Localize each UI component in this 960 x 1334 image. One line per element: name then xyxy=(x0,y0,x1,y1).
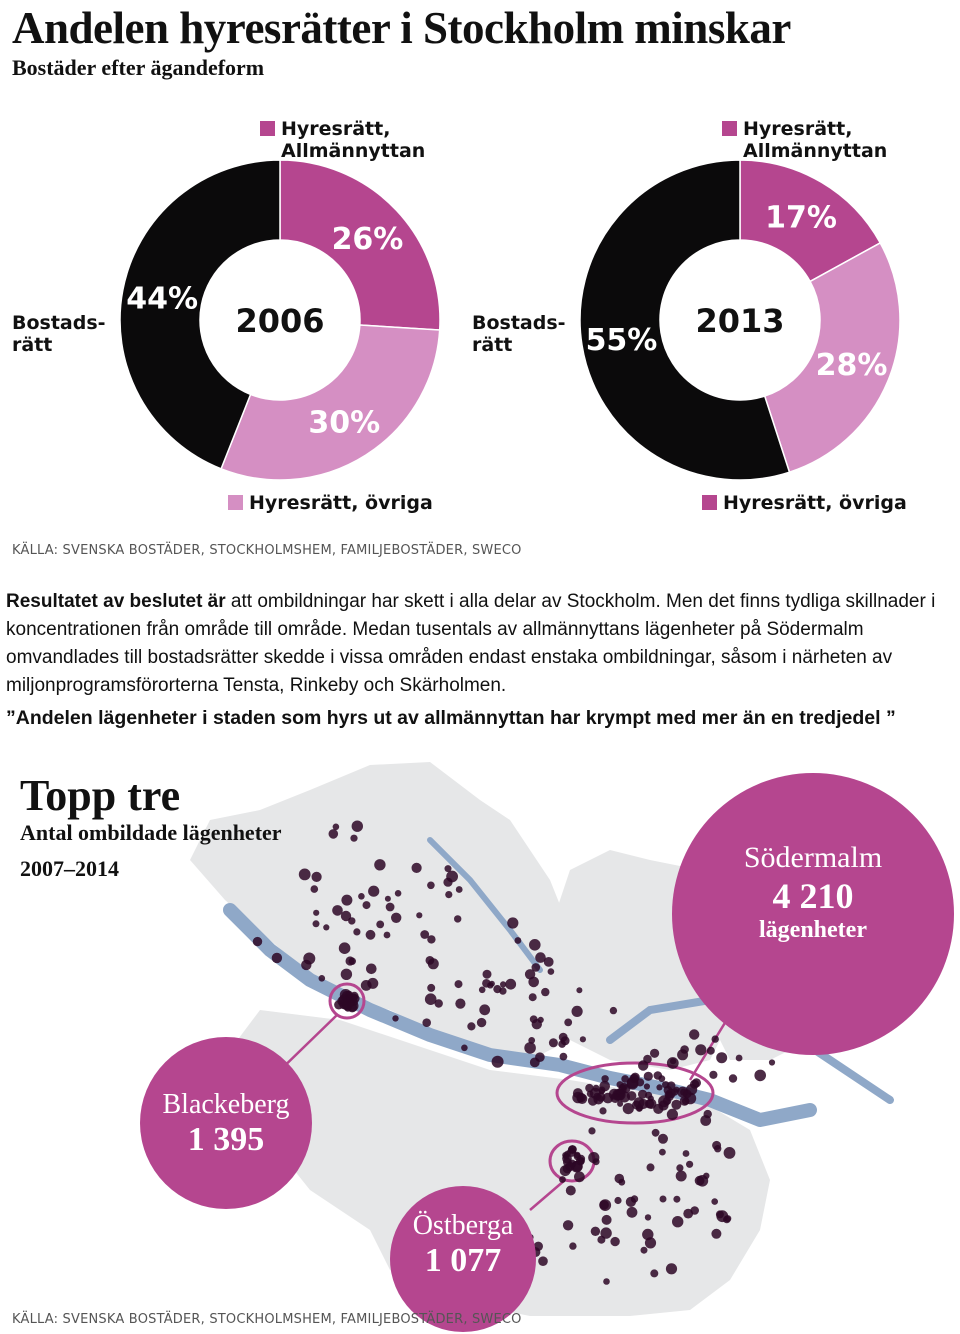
side-label-line: Bostads- xyxy=(472,312,566,334)
conversion-dot xyxy=(385,896,391,902)
map-source-text: KÄLLA: SVENSKA BOSTÄDER, STOCKHOLMSHEM, FAMILJEBOSTÄDER, SWECO xyxy=(12,1312,522,1327)
conversion-dot xyxy=(353,928,360,935)
bubble-name: Blackeberg xyxy=(162,1089,290,1120)
conversion-dot xyxy=(395,890,402,897)
conversion-dot xyxy=(361,980,372,991)
conversion-dot xyxy=(455,999,465,1009)
conversion-dot xyxy=(593,1158,600,1165)
slice-value-label: 44% xyxy=(126,281,199,317)
pull-quote xyxy=(6,707,896,730)
conversion-dot xyxy=(599,1088,605,1094)
conversion-dot xyxy=(445,891,452,898)
slice-value-label: 55% xyxy=(585,322,658,358)
donut-center-year: 2006 xyxy=(235,302,325,340)
conversion-dot xyxy=(627,1207,638,1218)
conversion-dot xyxy=(515,937,522,944)
conversion-dot xyxy=(272,953,282,963)
conversion-dot xyxy=(505,979,516,990)
conversion-dot xyxy=(711,1198,718,1205)
conversion-dot xyxy=(644,1072,653,1081)
conversion-dot xyxy=(392,1015,398,1021)
slice-value-label: 30% xyxy=(308,405,381,441)
conversion-dot xyxy=(374,859,385,870)
legend-label-line: Hyresrätt, xyxy=(281,118,391,140)
conversion-dot xyxy=(591,1227,600,1236)
conversion-dot xyxy=(680,1045,689,1054)
conversion-dot xyxy=(650,1049,659,1058)
conversion-dot xyxy=(544,957,554,967)
conversion-dot xyxy=(477,1018,486,1027)
donut-chart-2013 xyxy=(570,160,910,480)
conversion-dot xyxy=(443,878,452,887)
bubble-value: 1 395 xyxy=(187,1121,265,1158)
slice-hyresrätt-övriga xyxy=(221,325,440,480)
conversion-dot xyxy=(323,924,329,930)
conversion-dot xyxy=(686,1161,693,1168)
conversion-dot xyxy=(454,915,461,922)
quote-text: Andelen lägenheter i staden som hyrs ut av allmännyttan har krympt med mer än en tredjedel xyxy=(15,707,881,729)
conversion-dot xyxy=(530,1015,538,1023)
conversion-dot xyxy=(301,960,311,970)
conversion-dot xyxy=(299,869,311,881)
conversion-dot xyxy=(535,1052,545,1062)
conversion-dot xyxy=(312,872,322,882)
conversion-dot xyxy=(479,1004,490,1015)
conversion-dot xyxy=(647,1163,655,1171)
conversion-dot xyxy=(683,1150,690,1157)
conversion-dot xyxy=(528,1037,535,1044)
conversion-dot xyxy=(695,1044,706,1055)
conversion-dot xyxy=(574,1171,585,1182)
conversion-dot xyxy=(427,882,435,890)
conversion-dot xyxy=(558,1040,566,1048)
conversion-dot xyxy=(559,1176,566,1183)
legend-label-line: Hyresrätt, xyxy=(743,118,853,140)
conversion-dot xyxy=(578,1158,585,1165)
conversion-dot xyxy=(658,1134,668,1144)
conversion-dot xyxy=(610,1237,619,1246)
legend-label xyxy=(722,118,887,162)
conversion-dot xyxy=(548,968,555,975)
conversion-dot xyxy=(456,886,463,893)
conversion-dot xyxy=(319,975,326,982)
conversion-dot xyxy=(680,1089,687,1096)
conversion-dot xyxy=(426,956,435,965)
conversion-dot xyxy=(641,1247,648,1254)
conversion-dot xyxy=(697,1175,709,1187)
conversion-dot xyxy=(711,1229,721,1239)
quote-mark-close: ” xyxy=(885,707,896,729)
conversion-dot xyxy=(489,981,495,987)
conversion-dot xyxy=(729,1074,737,1082)
conversion-dot xyxy=(425,993,437,1005)
bubble-value: 1 077 xyxy=(424,1242,502,1279)
conversion-dot xyxy=(313,920,320,927)
conversion-dot xyxy=(672,1216,683,1227)
conversion-dot xyxy=(391,913,401,923)
legend-swatch xyxy=(722,121,737,136)
conversion-dot xyxy=(692,1078,701,1087)
conversion-dot xyxy=(599,1199,611,1211)
conversion-dot xyxy=(507,917,518,928)
conversion-dot xyxy=(566,1186,576,1196)
conversion-dot xyxy=(689,1029,699,1039)
conversion-dot xyxy=(656,1084,662,1090)
map-subtitle: Antal ombildade lägenheter xyxy=(20,820,282,845)
conversion-dot xyxy=(538,1017,544,1023)
conversion-dot xyxy=(602,1215,612,1225)
bubble-ostberga xyxy=(390,1186,536,1332)
conversion-dot xyxy=(492,1056,504,1068)
conversion-dot xyxy=(384,932,391,939)
conversion-dot xyxy=(253,937,262,946)
conversion-dot xyxy=(568,1145,577,1154)
conversion-dot xyxy=(311,885,319,893)
conversion-dot xyxy=(754,1070,766,1082)
conversion-dot xyxy=(627,1091,637,1101)
conversion-dot xyxy=(577,1094,587,1104)
conversion-dot xyxy=(621,1083,628,1090)
source-text: KÄLLA: SVENSKA BOSTÄDER, STOCKHOLMSHEM, FAMILJEBOSTÄDER, SWECO xyxy=(12,543,522,558)
conversion-dot xyxy=(500,981,506,987)
conversion-dot xyxy=(524,1042,536,1054)
conversion-dot xyxy=(653,1104,663,1114)
conversion-dot xyxy=(593,1094,603,1104)
slice-value-label: 26% xyxy=(331,221,404,257)
legend-swatch xyxy=(702,495,717,510)
bubble-value: 4 210 xyxy=(772,876,854,916)
slice-value-label: 17% xyxy=(765,200,837,236)
conversion-dot xyxy=(427,935,435,943)
conversion-dot xyxy=(610,1007,617,1014)
legend-swatch xyxy=(260,121,275,136)
conversion-dot xyxy=(332,905,343,916)
conversion-dot xyxy=(529,939,541,951)
conversion-dot xyxy=(358,893,365,900)
conversion-dot xyxy=(645,1214,651,1220)
conversion-dot xyxy=(416,912,422,918)
legend-swatch xyxy=(228,495,243,510)
conversion-dot xyxy=(588,1127,595,1134)
bubble-blackeberg xyxy=(140,1037,312,1209)
legend-label xyxy=(260,118,425,162)
conversion-dot xyxy=(422,1018,431,1027)
conversion-dot xyxy=(614,1197,621,1204)
conversion-dot xyxy=(650,1269,658,1277)
conversion-dot xyxy=(376,921,384,929)
conversion-dot xyxy=(569,1242,576,1249)
conversion-dot xyxy=(347,1003,357,1013)
conversion-dot xyxy=(564,1019,572,1027)
side-label-line: rätt xyxy=(12,334,53,356)
bubble-name: Östberga xyxy=(412,1210,514,1241)
conversion-dot xyxy=(709,1071,717,1079)
conversion-dot xyxy=(670,1058,676,1064)
conversion-dot xyxy=(538,1256,548,1266)
conversion-dot xyxy=(676,1164,683,1171)
conversion-dot xyxy=(603,1278,610,1285)
conversion-dot xyxy=(313,910,319,916)
map-years: 2007–2014 xyxy=(20,856,119,881)
conversion-dot xyxy=(461,1045,468,1052)
conversion-dot xyxy=(329,829,339,839)
conversion-dot xyxy=(638,1060,648,1070)
conversion-dot xyxy=(479,987,486,994)
conversion-dot xyxy=(412,863,422,873)
conversion-dot xyxy=(671,1100,681,1110)
conversion-dot xyxy=(339,942,351,954)
legend-label-line: Allmännyttan xyxy=(281,140,426,162)
legend-label: Hyresrätt, övriga xyxy=(723,492,907,514)
conversion-dot xyxy=(617,1101,623,1107)
conversion-dot xyxy=(724,1147,736,1159)
conversion-dot xyxy=(682,1098,689,1105)
conversion-dot xyxy=(363,901,371,909)
conversion-dot xyxy=(676,1171,687,1182)
conversion-dot xyxy=(618,1179,625,1186)
conversion-dot xyxy=(712,1035,719,1042)
legend-label: Hyresrätt, övriga xyxy=(249,492,433,514)
conversion-dot xyxy=(654,1071,663,1080)
conversion-dot xyxy=(645,1092,652,1099)
conversion-dot xyxy=(350,835,357,842)
donut-chart-2006 xyxy=(110,160,450,480)
conversion-dot xyxy=(666,1263,677,1274)
conversion-dot xyxy=(386,903,395,912)
article-paragraph xyxy=(6,588,958,700)
headline: Andelen hyresrätter i Stockholm minskar xyxy=(12,3,791,53)
conversion-dot xyxy=(563,1220,573,1230)
conversion-dot xyxy=(368,886,379,897)
conversion-dot xyxy=(736,1055,743,1062)
conversion-dot xyxy=(660,1196,667,1203)
slice-value-label: 28% xyxy=(815,348,888,384)
conversion-dot xyxy=(769,1059,775,1065)
legend-label-line: Allmännyttan xyxy=(743,140,888,162)
bubble-unit: lägenheter xyxy=(759,917,867,943)
conversion-dot xyxy=(580,1036,586,1042)
legend-bottom-2006 xyxy=(228,492,433,514)
conversion-dot xyxy=(560,1053,568,1061)
conversion-dot xyxy=(572,1006,583,1017)
legend-top-2006 xyxy=(260,118,425,162)
conversion-dot xyxy=(529,993,537,1001)
conversion-dot xyxy=(631,1195,638,1202)
quote-mark-open: ” xyxy=(6,707,16,729)
conversion-dot xyxy=(341,969,352,980)
conversion-dot xyxy=(600,1227,611,1238)
conversion-dot xyxy=(352,821,363,832)
bubble-name: Södermalm xyxy=(743,841,883,874)
conversion-dot xyxy=(341,895,352,906)
side-label-line: Bostads- xyxy=(12,312,106,334)
side-label-line: rätt xyxy=(472,334,513,356)
conversion-dot xyxy=(623,1103,634,1114)
subheadline: Bostäder efter ägandeform xyxy=(12,55,265,80)
conversion-dot xyxy=(716,1052,727,1063)
conversion-dot xyxy=(576,987,582,993)
conversion-dot xyxy=(483,970,492,979)
conversion-dot xyxy=(665,1092,674,1101)
conversion-dot xyxy=(549,1038,558,1047)
conversion-dot xyxy=(366,964,377,975)
conversion-dot xyxy=(631,1073,640,1082)
conversion-dot xyxy=(346,956,355,965)
conversion-dot xyxy=(366,930,376,940)
conversion-dot xyxy=(621,1075,629,1083)
conversion-dot xyxy=(707,1047,715,1055)
conversion-dot xyxy=(723,1216,731,1224)
conversion-dot xyxy=(673,1196,680,1203)
article-body: att ombildningar har skett i alla delar av Stockholm. Men det finns tydliga skillnader i koncentrationen från område till område. Medan tusentals av allmännyttans lägenheter på Södermalm omvandlades till bostadsrätter skedde i vissa områden endast enstaka ombildningar, såsom i närheten av miljonprogramsförorterna Tensta, Rinkeby och Skärholmen. xyxy=(6,591,936,696)
conversion-dot xyxy=(427,984,435,992)
conversion-dot xyxy=(499,987,506,994)
map-title: Topp tre xyxy=(20,771,181,820)
conversion-dot xyxy=(674,1087,680,1093)
conversion-dot xyxy=(599,1107,606,1114)
conversion-dot xyxy=(339,994,349,1004)
conversion-dot xyxy=(642,1229,653,1240)
conversion-dot xyxy=(525,969,535,979)
conversion-dot xyxy=(667,1109,678,1120)
side-label-2006 xyxy=(12,312,106,356)
conversion-dot xyxy=(601,1075,608,1082)
conversion-dot xyxy=(585,1084,593,1092)
conversion-dot xyxy=(712,1141,721,1150)
legend-bottom-2013 xyxy=(702,492,907,514)
conversion-dot xyxy=(455,980,463,988)
conversion-dot xyxy=(659,1149,666,1156)
legend-top-2013 xyxy=(722,118,887,162)
conversion-dot xyxy=(652,1129,660,1137)
conversion-dot xyxy=(644,1083,650,1089)
article-lead: Resultatet av beslutet är xyxy=(6,591,226,612)
conversion-dot xyxy=(700,1115,711,1126)
conversion-dot xyxy=(541,988,549,996)
donut-center-year: 2013 xyxy=(695,302,785,340)
conversion-dot xyxy=(467,1022,475,1030)
conversion-dot xyxy=(683,1209,693,1219)
bubble-sodermalm xyxy=(672,773,954,1055)
side-label-2013 xyxy=(472,312,566,356)
